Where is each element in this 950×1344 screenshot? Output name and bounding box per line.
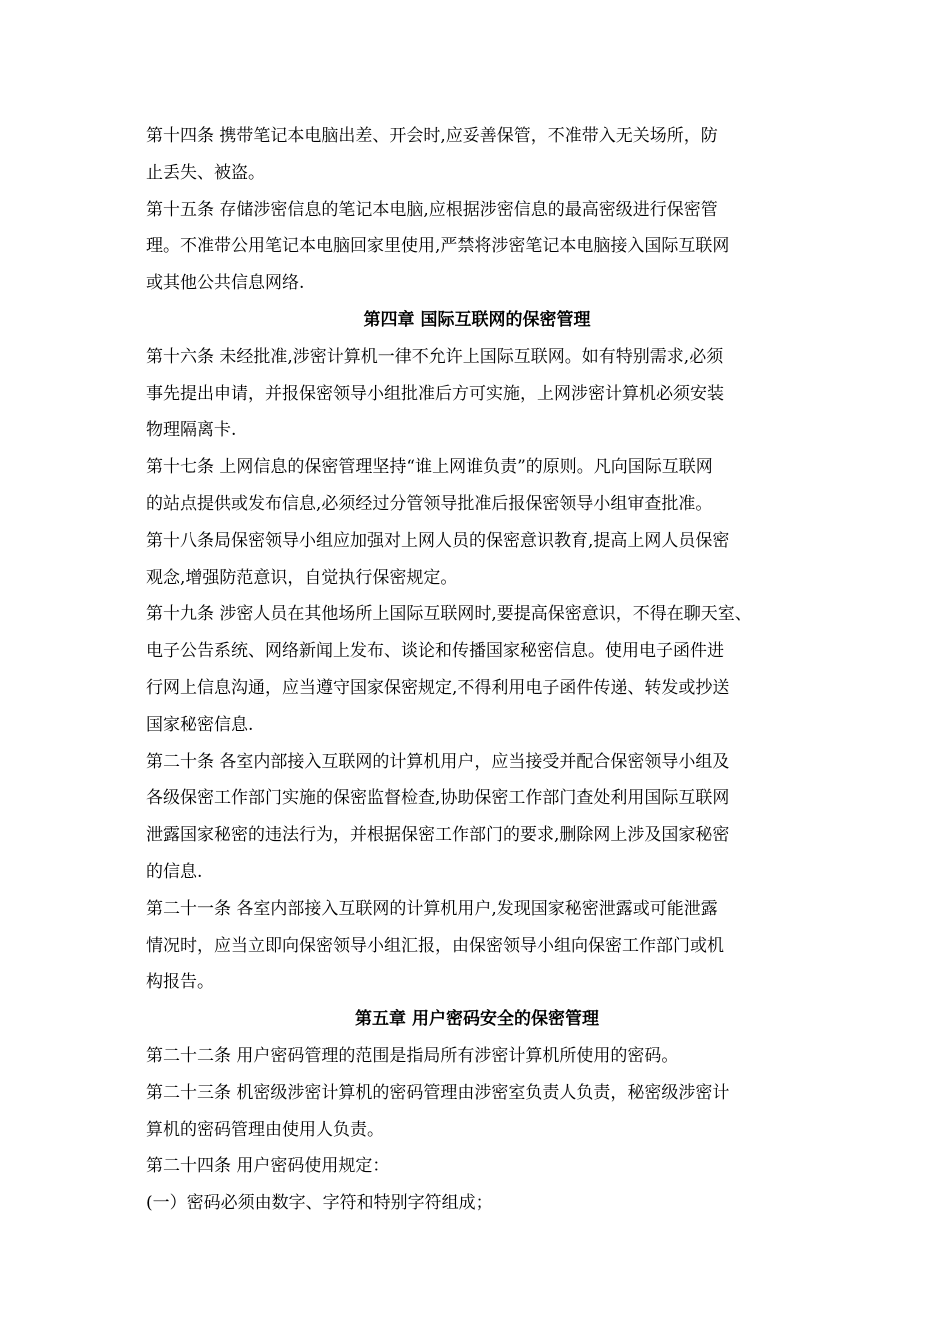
text-line: 止丢失、被盗。	[146, 162, 265, 183]
article-paragraph	[146, 192, 808, 302]
article-paragraph	[146, 449, 808, 523]
text-line: 电子公告系统、网络新闻上发布、谈论和传播国家秘密信息。使用电子函件进	[146, 641, 724, 662]
chapter-heading	[146, 1001, 808, 1038]
article-paragraph	[146, 1075, 808, 1149]
text-line: 第二十二条 用户密码管理的范围是指局所有涉密计算机所使用的密码。	[146, 1045, 679, 1066]
heading-text: 第四章 国际互联网的保密管理	[363, 309, 591, 330]
article-paragraph	[146, 596, 808, 743]
text-line: 构报告。	[146, 972, 214, 993]
text-line: 行网上信息沟通，应当遵守国家保密规定,不得利用电子函件传递、转发或抄送	[146, 677, 730, 698]
text-line: 第二十三条 机密级涉密计算机的密码管理由涉密室负责人负责，秘密级涉密计	[146, 1082, 730, 1103]
document-body	[146, 118, 808, 1222]
text-line: 第十八条局保密领导小组应加强对上网人员的保密意识教育,提高上网人员保密	[146, 530, 730, 551]
text-line: 的信息.	[146, 861, 203, 882]
article-paragraph	[146, 1038, 808, 1075]
text-line: 算机的密码管理由使用人负责。	[146, 1119, 384, 1140]
text-line: 观念,增强防范意识，自觉执行保密规定。	[146, 567, 458, 588]
article-paragraph	[146, 339, 808, 449]
text-line: 第二十一条 各室内部接入互联网的计算机用户,发现国家秘密泄露或可能泄露	[146, 898, 718, 919]
text-line: 事先提出申请，并报保密领导小组批准后方可实施，上网涉密计算机必须安装	[146, 383, 724, 404]
text-line: 第二十条 各室内部接入互联网的计算机用户，应当接受并配合保密领导小组及	[146, 751, 730, 772]
article-paragraph	[146, 744, 808, 891]
text-line: 理。不准带公用笔记本电脑回家里使用,严禁将涉密笔记本电脑接入国际互联网	[146, 236, 730, 257]
text-line: 物理隔离卡.	[146, 420, 237, 441]
article-paragraph	[146, 1185, 808, 1222]
text-line: 的站点提供或发布信息,必须经过分管领导批准后报保密领导小组审查批准。	[146, 493, 713, 514]
text-line: 国家秘密信息.	[146, 714, 254, 735]
text-line: 第十七条 上网信息的保密管理坚持“谁上网谁负责”的原则。凡向国际互联网	[146, 457, 713, 478]
heading-text: 第五章 用户密码安全的保密管理	[355, 1009, 599, 1030]
article-paragraph	[146, 523, 808, 597]
text-line: 各级保密工作部门实施的保密监督检查,协助保密工作部门查处利用国际互联网	[146, 788, 730, 809]
text-line: 第十五条 存储涉密信息的笔记本电脑,应根据涉密信息的最高密级进行保密管	[146, 199, 718, 220]
text-line: 或其他公共信息网络.	[146, 273, 305, 294]
text-line: (一）密码必须由数字、字符和特别字符组成；	[146, 1193, 493, 1214]
article-paragraph	[146, 1148, 808, 1185]
article-paragraph	[146, 891, 808, 1001]
article-paragraph	[146, 118, 808, 192]
chapter-heading	[146, 302, 808, 339]
text-line: 情况时，应当立即向保密领导小组汇报，由保密领导小组向保密工作部门或机	[146, 935, 724, 956]
text-line: 泄露国家秘密的违法行为，并根据保密工作部门的要求,删除网上涉及国家秘密	[146, 825, 730, 846]
text-line: 第十九条 涉密人员在其他场所上国际互联网时,要提高保密意识，不得在聊天室、	[146, 604, 752, 625]
text-line: 第二十四条 用户密码使用规定：	[146, 1156, 390, 1177]
text-line: 第十四条 携带笔记本电脑出差、开会时,应妥善保管，不准带入无关场所，防	[146, 126, 718, 146]
text-line: 第十六条 未经批准,涉密计算机一律不允许上国际互联网。如有特别需求,必须	[146, 346, 724, 367]
